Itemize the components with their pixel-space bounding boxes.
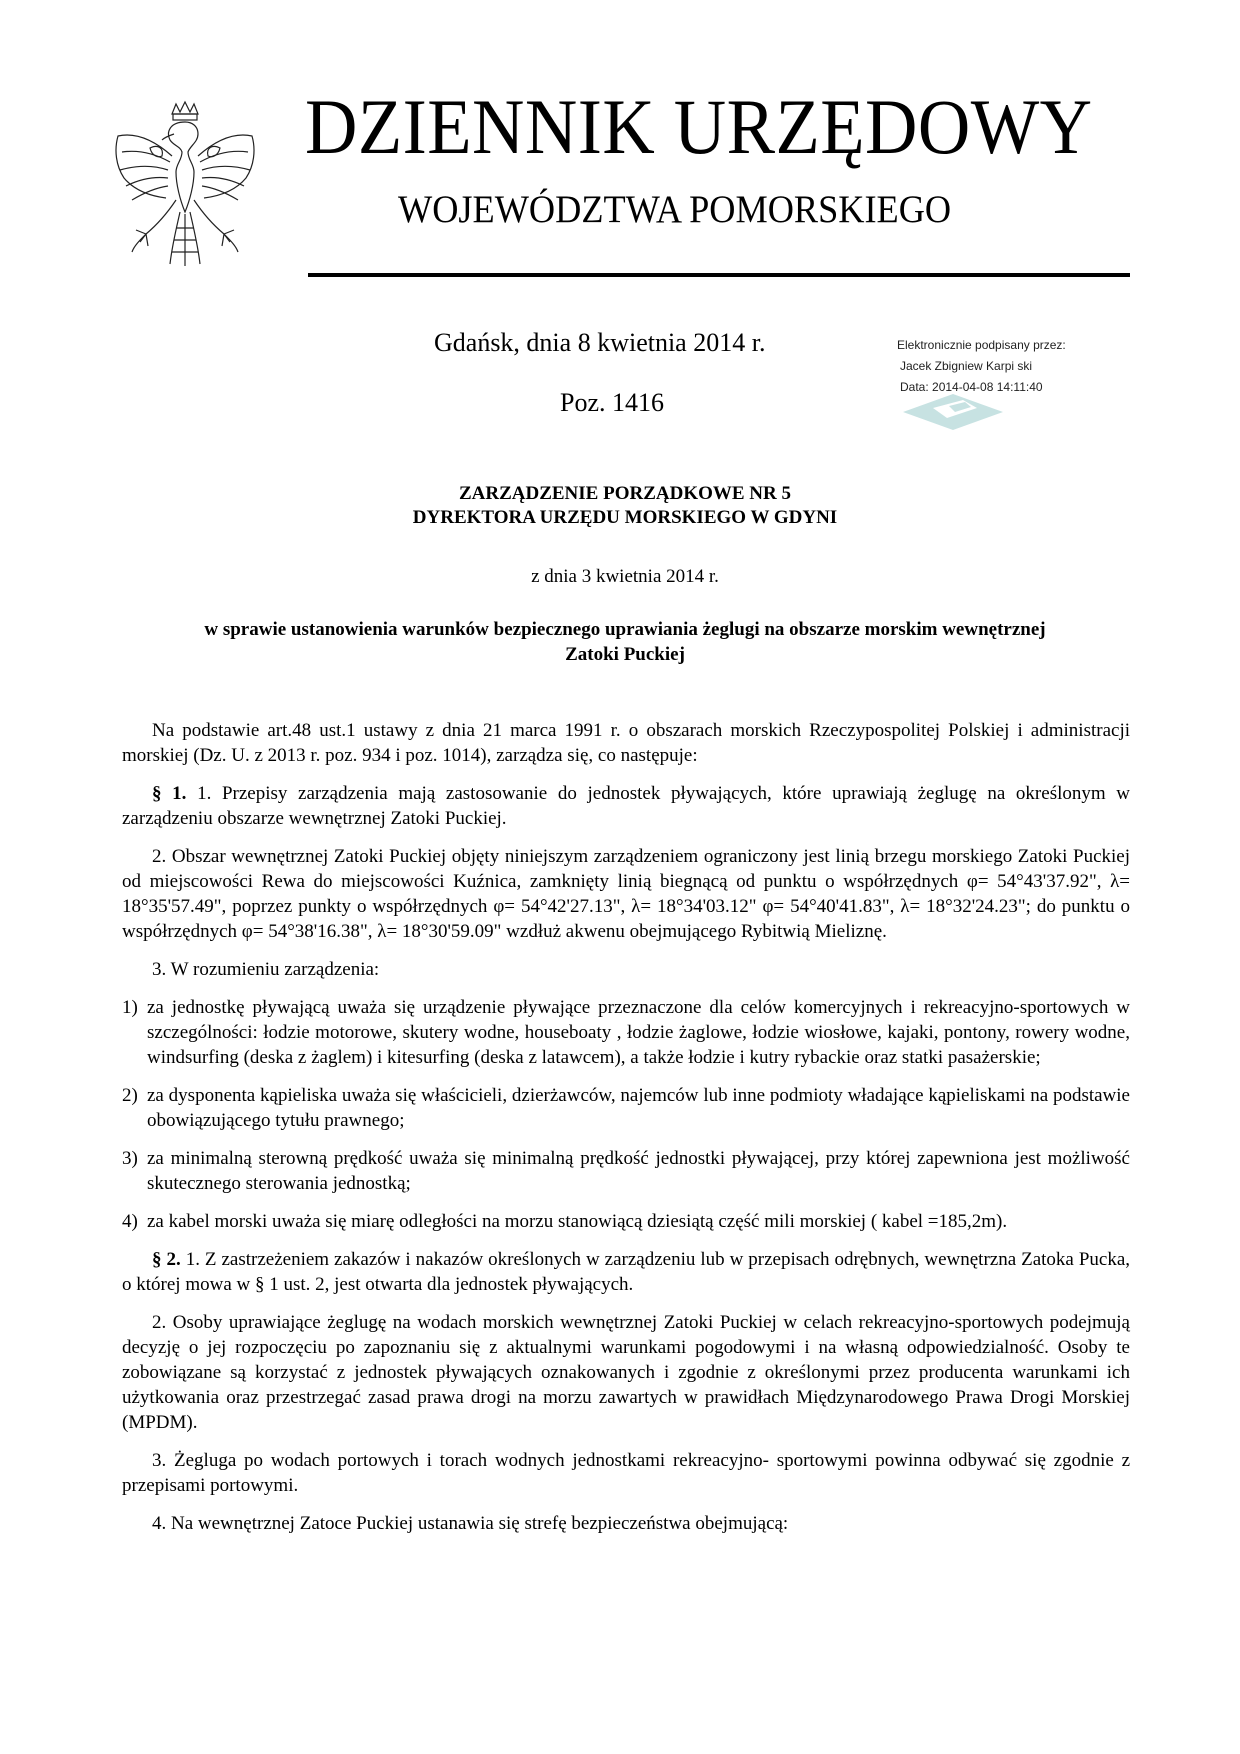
- signature-date: Data: 2014-04-08 14:11:40: [900, 380, 1043, 394]
- document-date: z dnia 3 kwietnia 2014 r.: [531, 566, 719, 587]
- section-2-paragraph-2: 2. Osoby uprawiające żeglugę na wodach morskich wewnętrznej Zatoki Puckiej w celach rekreacyjno-sportowych podejmują decyzję o jej rozpoczęciu po zapoznaniu się z aktualnymi warunkami pogodowymi i na własną odpowiedzialność. Osoby te zobowiązane są korzystać z jednostek pływających oznakowanych i zgodnie z określonymi przez producenta warunkami ich użytkowania oraz przestrzegać zasad prawa drogi na morzu zawartych w prawidłach Międzynarodowego Prawa Drogi Morskiej (MPDM).: [122, 1312, 1130, 1433]
- digital-signature-mark-icon: [893, 390, 1013, 430]
- definition-text: za minimalną sterowną prędkość uważa się minimalną prędkość jednostki pływającej, przy której zapewniona jest możliwość skutecznego sterowania jednostką;: [147, 1148, 1130, 1194]
- section-1-mark: § 1.: [152, 783, 187, 804]
- section-2-mark: § 2.: [152, 1249, 181, 1270]
- signature-label: Elektronicznie podpisany przez:: [897, 338, 1066, 352]
- definition-text: za kabel morski uważa się miarę odległości na morzu stanowiącą dziesiątą część mili morskiej ( kabel =185,2m).: [147, 1211, 1008, 1232]
- document-subject-line1: w sprawie ustanowienia warunków bezpiecznego uprawiania żeglugi na obszarze morskim wewnętrznej: [204, 619, 1046, 640]
- definition-number: 2): [122, 1085, 138, 1106]
- masthead-divider: [308, 273, 1130, 277]
- document-subject-line2: Zatoki Puckiej: [565, 644, 685, 665]
- definition-item: [122, 1083, 1130, 1133]
- section-2-paragraph-4: 4. Na wewnętrznej Zatoce Puckiej ustanawia się strefę bezpieczeństwa obejmującą:: [152, 1513, 789, 1534]
- definition-text: za jednostkę pływającą uważa się urządzenie pływające przeznaczone dla celów komercyjnych i rekreacyjno-sportowych w szczególności: łodzie motorowe, skutery wodne, houseboaty , łodzie żaglowe, łodzie wiosłowe, kajaki, pontony, rowery wodne, windsurfing (deska z żaglem) i kitesurfing (deska z latawcem), a także łodzie i kutry rybackie oraz statki pasażerskie;: [147, 997, 1130, 1068]
- definition-number: 1): [122, 997, 138, 1018]
- signature-signer: Jacek Zbigniew Karpi ski: [900, 359, 1033, 373]
- document-subject: [120, 617, 1130, 667]
- section-2-paragraph-1-text: 1. Z zastrzeżeniem zakazów i nakazów określonych w zarządzeniu lub w przepisach odrębnych, wewnętrzna Zatoka Pucka, o której mowa w § 1 ust. 2, jest otwarta dla jednostek pływających.: [122, 1249, 1131, 1295]
- preamble: Na podstawie art.48 ust.1 ustawy z dnia 21 marca 1991 r. o obszarach morskich Rzeczypospolitej Polskiej i administracji morskiej (Dz. U. z 2013 r. poz. 934 i poz. 1014), zarządza się, co następuje:: [122, 720, 1130, 766]
- publication-position: Poz. 1416: [560, 388, 664, 417]
- definition-item: [122, 995, 1130, 1070]
- electronic-signature-block: [897, 335, 1117, 398]
- document-heading: [120, 482, 1130, 530]
- masthead-title: DZIENNIK URZĘDOWY: [305, 83, 1093, 170]
- polish-eagle-emblem-icon: [110, 100, 260, 270]
- definition-number: 4): [122, 1211, 138, 1232]
- section-1-paragraph-3: 3. W rozumieniu zarządzenia:: [152, 959, 380, 980]
- masthead-subtitle: WOJEWÓDZTWA POMORSKIEGO: [398, 188, 952, 231]
- section-1-paragraph-1: [122, 781, 1130, 831]
- section-2-paragraph-3: 3. Żegluga po wodach portowych i torach wodnych jednostkami rekreacyjno- sportowymi powinna odbywać się zgodnie z przepisami portowymi.: [122, 1450, 1130, 1496]
- document-body: [122, 718, 1130, 1549]
- definition-text: za dysponenta kąpieliska uważa się właścicieli, dzierżawców, najemców lub inne podmioty władające kąpieliskami na podstawie obowiązującego tytułu prawnego;: [147, 1085, 1130, 1131]
- section-1-paragraph-2: 2. Obszar wewnętrznej Zatoki Puckiej objęty niniejszym zarządzeniem ograniczony jest linią brzegu morskiego Zatoki Puckiej od miejscowości Rewa do miejscowości Kuźnica, zamknięty linią biegnącą od punktu o współrzędnych φ= 54°43'37.92", λ= 18°35'57.49", poprzez punkty o współrzędnych φ= 54°42'27.13", λ= 18°34'03.12" φ= 54°40'41.83", λ= 18°32'24.23"; do punktu o współrzędnych φ= 54°38'16.38", λ= 18°30'59.09" wzdłuż akwenu obejmującego Rybitwią Mieliznę.: [122, 846, 1130, 942]
- definition-item: [122, 1209, 1130, 1234]
- section-2-paragraph-1: [122, 1247, 1130, 1297]
- publication-place-date: Gdańsk, dnia 8 kwietnia 2014 r.: [434, 328, 766, 357]
- document-heading-line1: ZARZĄDZENIE PORZĄDKOWE NR 5: [458, 483, 791, 504]
- definition-number: 3): [122, 1148, 138, 1169]
- document-heading-line2: DYREKTORA URZĘDU MORSKIEGO W GDYNI: [412, 507, 838, 528]
- section-1-paragraph-1-text: 1. Przepisy zarządzenia mają zastosowanie do jednostek pływających, które uprawiają żeglugę na określonym w zarządzeniu obszarze wewnętrznej Zatoki Puckiej.: [122, 783, 1131, 829]
- definition-item: [122, 1146, 1130, 1196]
